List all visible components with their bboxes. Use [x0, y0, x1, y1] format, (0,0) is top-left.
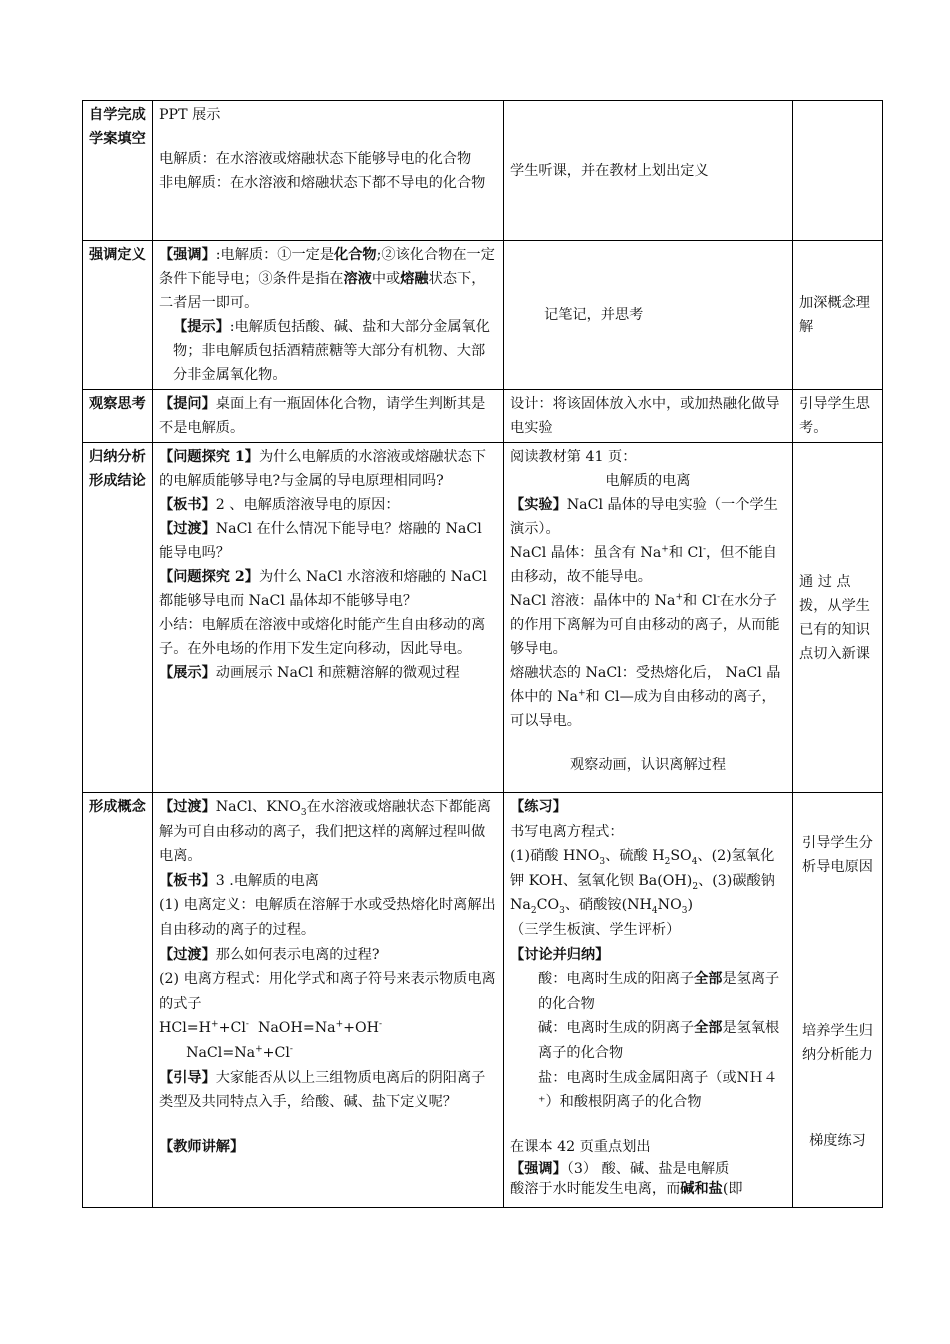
row-self-study	[83, 101, 883, 241]
ppt-show: PPT 展示	[159, 107, 221, 123]
teacher-cell: 【过渡】NaCl、$KNO_3$在水溶液或熔融状态下都能离解为可自由移动的离子，我们把这样的离解过程叫做电离。 【板书】3 .电解质的电离 (1) 电离定义：电解质在溶解于水或受热熔化时离解出自由移动的离子的过程。 【过渡】那么如何表示电离的过程? (2) 电离方程式：用化学式和离子符号来表示物质电离的式子 HCl=H++Cl- NaOH=Na++OH- NaCl=Na++Cl- 【引导】大家能否从以上三组物质电离后的阴阳离子类型及共同特点入手，给酸、碱、盐下定义呢？ 【教师讲解】	[153, 793, 504, 1208]
row-emphasize-definition	[83, 241, 883, 390]
teacher-cell	[153, 241, 504, 390]
intent-cell	[793, 101, 883, 241]
intent-cell: 引导学生分析导电原因 培养学生归纳分析能力 梯度练习	[793, 793, 883, 1208]
student-cell: 记笔记，并思考	[504, 241, 793, 390]
intent-cell: 通 过 点拨，从学生已有的知识点切入新课	[793, 443, 883, 793]
stage-cell: 强调定义	[83, 241, 153, 390]
student-cell: 设计：将该固体放入水中，或加热融化做导电实验	[504, 390, 793, 443]
intent-cell: 引导学生思考。	[793, 390, 883, 443]
row-form-concept	[83, 793, 883, 1208]
teacher-cell: 【提问】桌面上有一瓶固体化合物，请学生判断其是不是电解质。	[153, 390, 504, 443]
row-observe-think	[83, 390, 883, 443]
electrolyte-def: 电解质：在水溶液或熔融状态下能够导电的化合物	[159, 151, 472, 167]
ionization-equations: HCl=H++Cl- NaOH=Na++OH- NaCl=Na++Cl-	[159, 1019, 383, 1061]
stage-cell: 归纳分析形成结论	[83, 443, 153, 793]
nonelectrolyte-def: 非电解质：在水溶液和熔融状态下都不导电的化合物	[159, 175, 486, 191]
stage-cell: 自学完成学案填空	[83, 101, 153, 241]
student-cell: 学生听课，并在教材上划出定义	[504, 101, 793, 241]
student-cell: 【练习】 书写电离方程式： (1)硝酸 $HNO_3$、硫酸 $H_2SO_4$、(2)氢氧化钾 KOH、氢氧化钡 $Ba(OH)_2$、(3)碳酸钠 $Na_2CO_3$、硝酸铵$(NH_4NO_3)$ （三学生板演、学生评析） 【讨论并归纳】 酸：电离时生成的阳离子全部是氢离子的化合物 碱：电离时生成的阴离子全部是氢氧根离子的化合物 盐：电离时生成金属阳离子（或NＨ４⁺）和酸根阴离子的化合物 在课本 42 页重点划出 【强调】（3） 酸、碱、盐是电解质 酸溶于水时能发生电离，而碱和盐(即	[504, 793, 793, 1208]
stage-cell: 观察思考	[83, 390, 153, 443]
hint-text: 【提示】:电解质包括酸、碱、盐和大部分金属氧化物；非电解质包括酒精蔗糖等大部分有机物、大部分非金属氧化物。	[173, 319, 490, 383]
teacher-cell	[153, 101, 504, 241]
student-cell: 阅读教材第 41 页： 电解质的电离 【实验】NaCl 晶体的导电实验（一个学生演示）。 NaCl 晶体：虽含有 Na+和 Cl-，但不能自由移动，故不能导电。 NaCl 溶液：晶体中的 Na+和 Cl-在水分子的作用下离解为可自由移动的离子，从而能够导电。 熔融状态的 NaCl：受热熔化后， NaCl 晶体中的 Na+和 Cl—成为自由移动的离子，可以导电。 观察动画，认识离解过程	[504, 443, 793, 793]
stage-cell: 形成概念	[83, 793, 153, 1208]
teacher-cell: 【问题探究 1】为什么电解质的水溶液或熔融状态下的电解质能够导电?与金属的导电原理相同吗? 【板书】2 、电解质溶液导电的原因： 【过渡】NaCl 在什么情况下能导电？熔融的 NaCl 能导电吗？ 【问题探究 2】为什么 NaCl 水溶液和熔融的 NaCl 都能够导电而 NaCl 晶体却不能够导电？ 小结：电解质在溶液中或熔化时能产生自由移动的离子。在外电场的作用下发生定向移动，因此导电。 【展示】动画展示 NaCl 和蔗糖溶解的微观过程	[153, 443, 504, 793]
row-induce-conclude	[83, 443, 883, 793]
intent-cell: 加深概念理解	[793, 241, 883, 390]
emphasis-text: 【强调】:电解质：①一定是化合物;②该化合物在一定条件下能导电；③条件是指在溶液中或熔融状态下，二者居一即可。	[159, 247, 495, 311]
lesson-plan-table	[82, 100, 883, 1208]
